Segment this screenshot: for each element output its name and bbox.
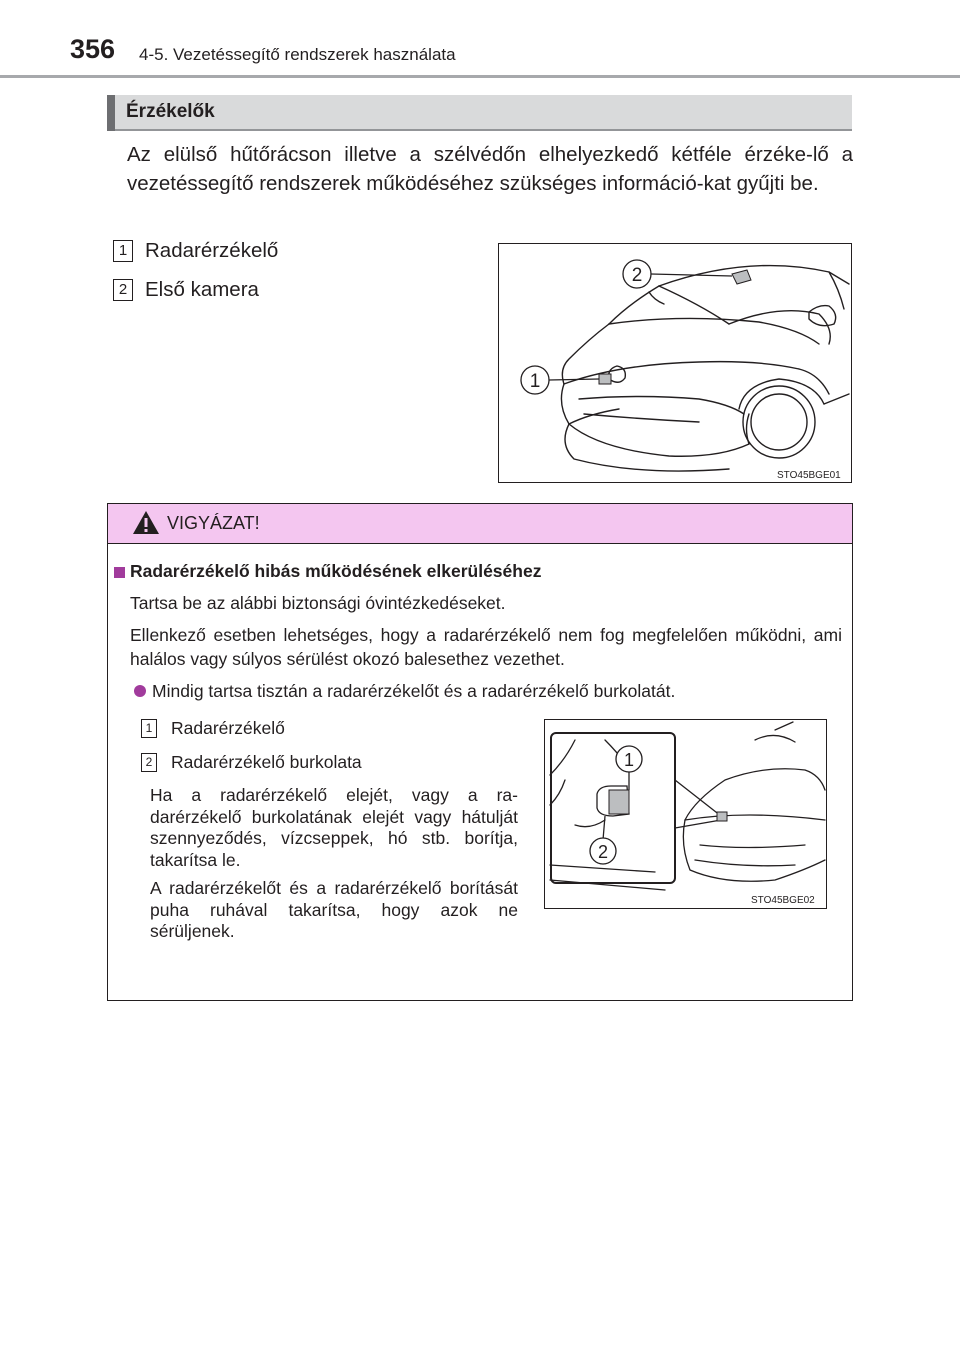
callout-1: 1 <box>623 750 635 770</box>
radar-sensor-illustration <box>545 720 826 908</box>
chapter-title: 4-5. Vezetéssegítő rendszerek használata <box>139 45 456 64</box>
legend-label: Első kamera <box>145 277 259 301</box>
page-number: 356 <box>70 34 116 64</box>
callout-number: 2 <box>141 753 157 772</box>
warning-subparagraph: Ha a radarérzékelő elejét, vagy a ra-darérzékelő burkolatának elejét vagy hátulját szennyeződés, vízcseppek, hó stb. borítja, takarítsa le. <box>150 785 518 870</box>
figure-code: STO45BGE01 <box>777 470 841 481</box>
warning-header <box>108 504 852 544</box>
radar-sensor-figure <box>544 719 827 909</box>
figure-code: STO45BGE02 <box>751 895 815 906</box>
warning-subparagraph: A radarérzékelőt és a radarérzékelő borítását puha ruhával takarítsa, hogy azok ne sérüljenek. <box>150 878 518 941</box>
callout-number: 1 <box>113 240 133 262</box>
callout-number: 1 <box>141 719 157 738</box>
warning-paragraph: Tartsa be az alábbi biztonsági óvintézkedéseket. <box>130 593 506 613</box>
section-heading-label: Érzékelők <box>126 101 215 122</box>
legend-label: Radarérzékelő <box>145 238 279 262</box>
warning-triangle-icon <box>132 510 160 536</box>
legend-label: Radarérzékelő burkolata <box>171 751 362 772</box>
round-bullet-icon <box>134 685 146 697</box>
legend-item <box>113 277 259 302</box>
callout-number: 2 <box>113 279 133 301</box>
legend-item <box>113 238 278 263</box>
car-front-illustration <box>499 244 851 482</box>
intro-paragraph: Az elülső hűtőrácson illetve a szélvédőn elhelyezkedő kétféle érzéke-lő a vezetéssegítő rendszerek működéséhez szükséges információ-kat gyűjti be. <box>127 143 853 195</box>
warning-legend-item <box>141 717 285 739</box>
square-bullet-icon <box>114 567 125 578</box>
warning-bullet-text: Mindig tartsa tisztán a radarérzékelőt és a radarérzékelő burkolatát. <box>152 681 676 701</box>
callout-2: 2 <box>631 265 643 286</box>
warning-legend-item <box>141 751 362 773</box>
legend-label: Radarérzékelő <box>171 717 285 738</box>
warning-subheading: Radarérzékelő hibás működésének elkerüléséhez <box>130 561 542 581</box>
callout-2: 2 <box>597 842 609 862</box>
header-rule <box>0 75 960 78</box>
heading-accent-bar <box>107 95 115 131</box>
section-heading <box>107 95 852 131</box>
car-front-figure <box>498 243 852 483</box>
warning-paragraph: Ellenkező esetben lehetséges, hogy a radarérzékelő nem fog megfelelően működni, ami halálos vagy súlyos sérülést okozó balesethez vezethet. <box>130 625 842 669</box>
callout-1: 1 <box>529 371 541 392</box>
warning-title: VIGYÁZAT! <box>167 513 260 533</box>
